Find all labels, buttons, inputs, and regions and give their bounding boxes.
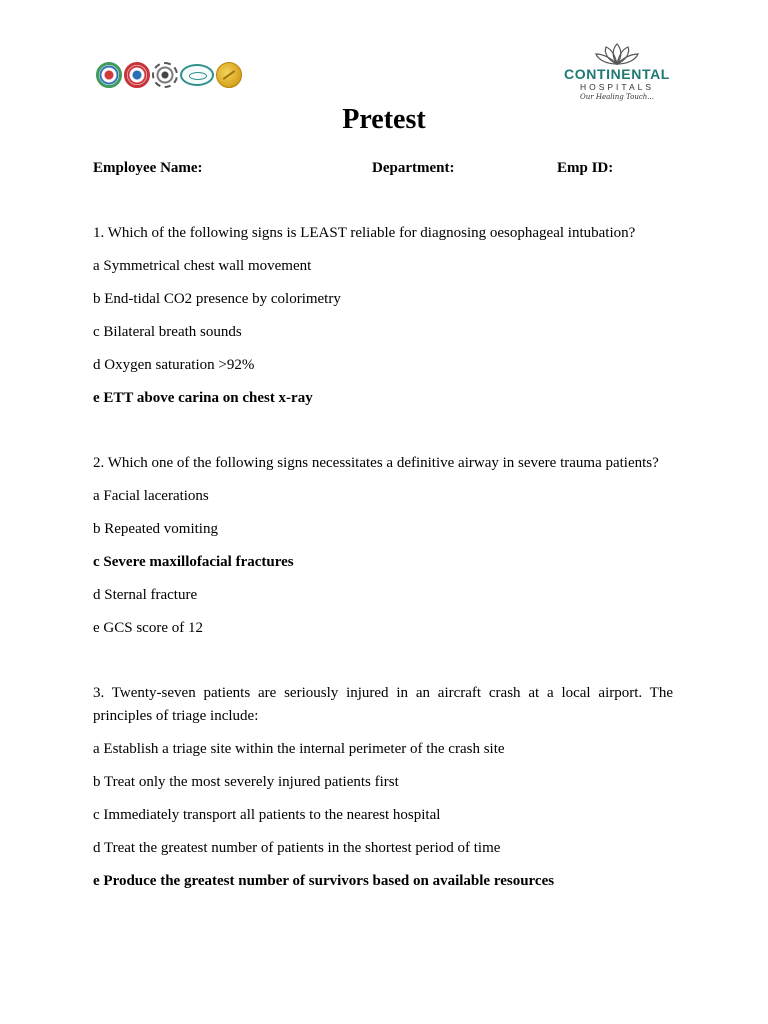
accreditation-seal-1-icon [96, 62, 122, 88]
answer-option: b Repeated vomiting [93, 521, 218, 537]
answer-option: d Treat the greatest number of patients in the shortest period of time [93, 840, 501, 856]
correct-answer-option: c Severe maxillofacial fractures [93, 554, 294, 570]
emp-id-label: Emp ID: [557, 160, 614, 176]
brand-name: CONTINENTAL [564, 66, 670, 82]
answer-option: b Treat only the most severely injured patients first [93, 774, 399, 790]
employee-fields [93, 160, 693, 178]
question-2 [93, 452, 673, 650]
brand-subtitle: HOSPITALS [579, 82, 655, 92]
answer-option: c Immediately transport all patients to the nearest hospital [93, 807, 441, 823]
answer-option: e GCS score of 12 [93, 620, 203, 636]
answer-option: a Symmetrical chest wall movement [93, 258, 312, 274]
accreditation-seal-3-icon [152, 62, 178, 88]
answer-option: a Facial lacerations [93, 488, 209, 504]
lotus-icon [593, 42, 641, 66]
accreditation-seal-2-icon [124, 62, 150, 88]
question-stem: 1. Which of the following signs is LEAST reliable for diagnosing oesophageal intubation? [93, 225, 636, 241]
page-title: Pretest [342, 104, 426, 135]
correct-answer-option: e ETT above carina on chest x-ray [93, 390, 313, 406]
correct-answer-option: e Produce the greatest number of survivors based on available resources [93, 873, 555, 889]
answer-option: b End-tidal CO2 presence by colorimetry [93, 291, 341, 307]
question-stem: 3. Twenty-seven patients are seriously injured in an aircraft crash at a local airport. The principles of triage include: [93, 685, 673, 724]
accreditation-seal-4-icon [180, 64, 214, 86]
question-stem: 2. Which one of the following signs necessitates a definitive airway in severe trauma patients? [93, 455, 659, 471]
answer-option: a Establish a triage site within the internal perimeter of the crash site [93, 741, 505, 757]
department-label: Department: [372, 160, 455, 176]
employee-name-label: Employee Name: [93, 160, 203, 176]
accreditation-seal-5-icon [216, 62, 242, 88]
question-3 [93, 682, 673, 903]
answer-option: c Bilateral breath sounds [93, 324, 242, 340]
accreditation-logos [96, 62, 242, 88]
answer-option: d Sternal fracture [93, 587, 198, 603]
brand-tagline: Our Healing Touch... [580, 93, 654, 101]
hospital-logo [556, 42, 678, 102]
answer-option: d Oxygen saturation >92% [93, 357, 255, 373]
question-1 [93, 222, 673, 420]
